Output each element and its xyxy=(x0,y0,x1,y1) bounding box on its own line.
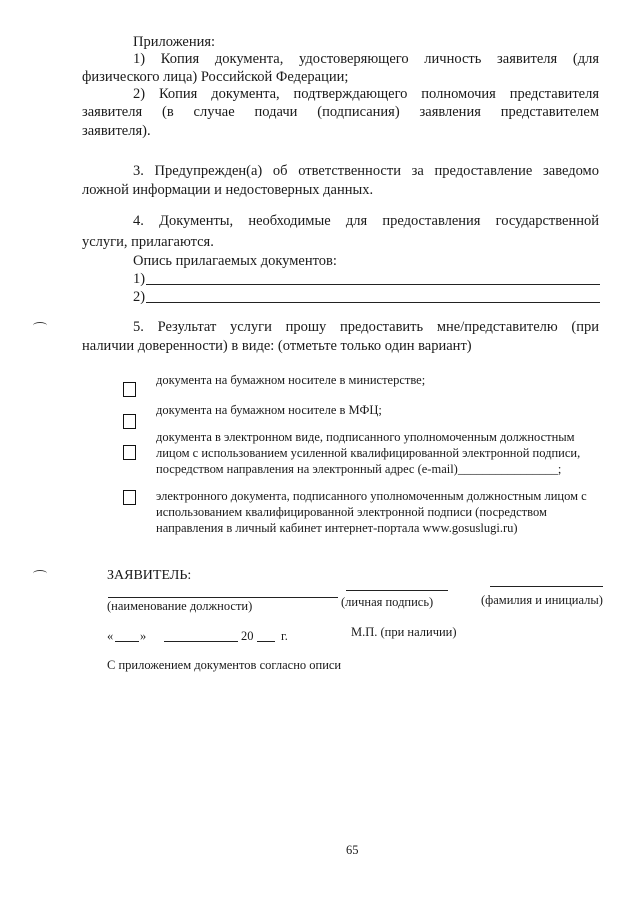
option-email-label-line-2: лицом с использованием усиленной квалифицированной электронной подписи, xyxy=(156,446,581,460)
position-field[interactable] xyxy=(108,597,338,598)
section-3-line-2: ложной информации и недостоверных данных. xyxy=(82,182,374,198)
enclosure-note: С приложением документов согласно описи xyxy=(107,658,342,672)
option-email-label-line-3: посредством направления на электронный адрес (e-mail)________________; xyxy=(156,462,562,476)
page-number: 65 xyxy=(346,843,359,857)
option-email-label-line-1: документа в электронном виде, подписанного уполномоченным должностным xyxy=(156,430,575,444)
option-paper-mfc-label: документа на бумажном носителе в МФЦ; xyxy=(156,403,382,417)
inventory-item-2-field[interactable] xyxy=(146,302,600,303)
position-caption: (наименование должности) xyxy=(107,599,253,613)
scan-mark-upper xyxy=(33,322,47,329)
inventory-item-1-field[interactable] xyxy=(146,284,600,285)
option-gosuslugi-label-line-1: электронного документа, подписанного уполномоченным должностным лицом с xyxy=(156,489,587,503)
scan-mark-lower xyxy=(33,570,47,577)
attachment-item-2-line-3: заявителя). xyxy=(82,123,151,139)
date-year-prefix: 20 xyxy=(241,629,254,643)
inventory-item-1-label: 1) xyxy=(133,271,146,287)
applicant-heading: ЗАЯВИТЕЛЬ: xyxy=(107,568,192,583)
date-month-field[interactable] xyxy=(164,641,238,642)
date-open-quote: « xyxy=(107,629,114,643)
option-gosuslugi-checkbox[interactable] xyxy=(123,490,136,505)
option-paper-ministry-label: документа на бумажном носителе в министерстве; xyxy=(156,373,426,387)
inventory-item-2-label: 2) xyxy=(133,289,146,305)
section-4-line-1: 4. Документы, необходимые для предоставления государственной xyxy=(133,213,599,229)
date-year-field[interactable] xyxy=(257,641,275,642)
section-5-line-2: наличии доверенности) в виде: (отметьте только один вариант) xyxy=(82,338,472,354)
signature-field[interactable] xyxy=(346,590,448,591)
attachment-item-1-line-2: физического лица) Российской Федерации; xyxy=(82,69,349,85)
option-email-checkbox[interactable] xyxy=(123,445,136,460)
name-caption: (фамилия и инициалы) xyxy=(481,593,603,607)
option-gosuslugi-label-line-2: использованием квалифицированной электронной подписи (посредством xyxy=(156,505,547,519)
attachment-item-2-line-2: заявителя (в случае подачи (подписания) заявления представителем xyxy=(82,104,599,120)
option-paper-ministry-checkbox[interactable] xyxy=(123,382,136,397)
date-day-field[interactable] xyxy=(115,641,139,642)
inventory-heading: Опись прилагаемых документов: xyxy=(133,253,337,269)
name-field[interactable] xyxy=(490,586,603,587)
attachments-heading: Приложения: xyxy=(133,34,216,50)
section-4-line-2: услуги, прилагаются. xyxy=(82,234,214,250)
date-close-quote: » xyxy=(140,629,147,643)
attachment-item-1-line-1: 1) Копия документа, удостоверяющего личность заявителя (для xyxy=(133,51,599,67)
option-paper-mfc-checkbox[interactable] xyxy=(123,414,136,429)
attachment-item-2-line-1: 2) Копия документа, подтверждающего полномочия представителя xyxy=(133,86,599,102)
stamp-caption: М.П. (при наличии) xyxy=(351,625,457,639)
signature-caption: (личная подпись) xyxy=(341,595,434,609)
section-5-line-1: 5. Результат услуги прошу предоставить мне/представителю (при xyxy=(133,319,599,335)
section-3-line-1: 3. Предупрежден(а) об ответственности за предоставление заведомо xyxy=(133,163,599,179)
option-gosuslugi-label-line-3: направления в личный кабинет интернет-портала www.gosuslugi.ru) xyxy=(156,521,518,535)
date-year-suffix: г. xyxy=(281,629,288,643)
